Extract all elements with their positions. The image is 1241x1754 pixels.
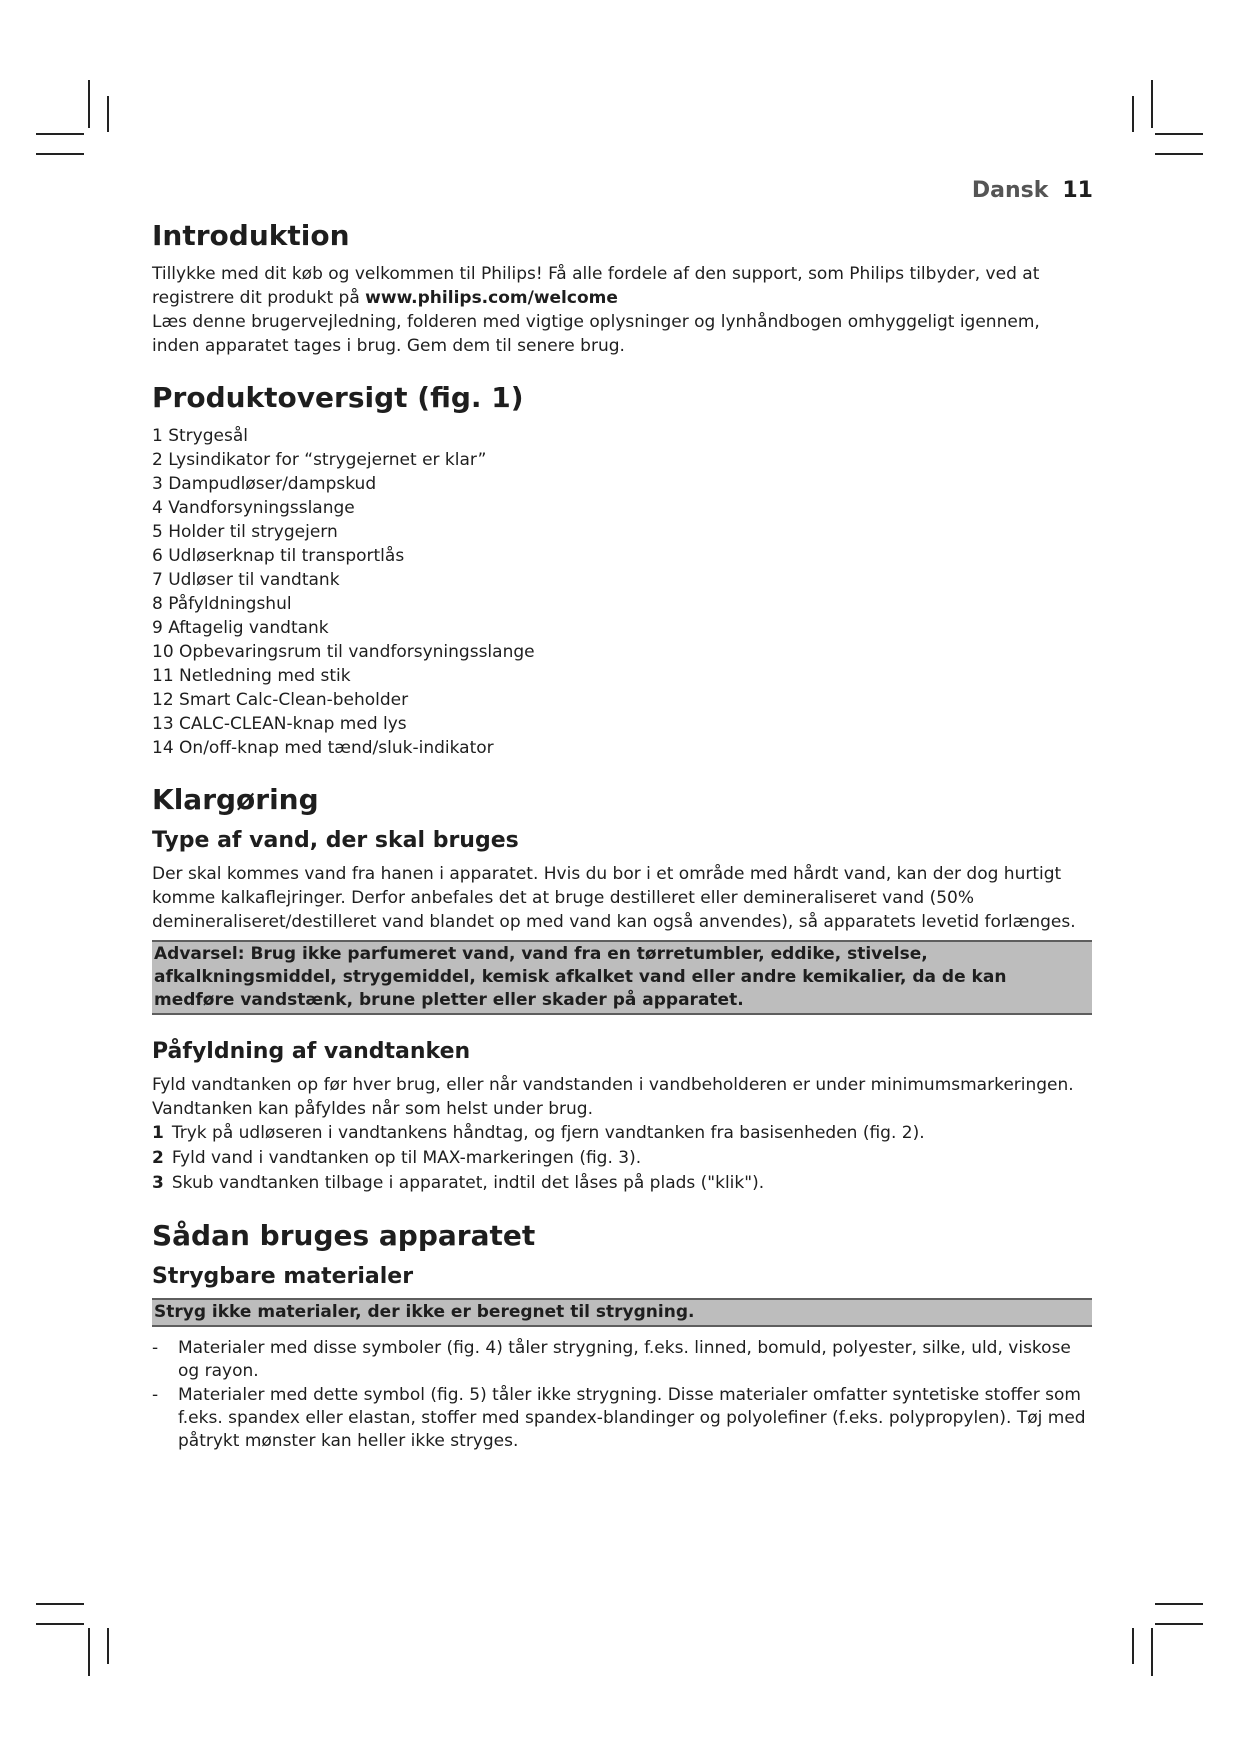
- crop-mark: [1155, 1603, 1203, 1605]
- list-item: 1 Strygesål: [152, 426, 248, 446]
- step-number: 3: [152, 1173, 164, 1193]
- crop-mark: [1132, 96, 1134, 132]
- heading-preparation: Klargøring: [152, 783, 319, 816]
- list-item: 5 Holder til strygejern: [152, 522, 338, 542]
- step-item: [152, 1146, 1092, 1171]
- document-body: [152, 218, 1092, 1475]
- subheading-water-type: Type af vand, der skal bruges: [152, 828, 519, 853]
- list-item: 8 Påfyldningshul: [152, 594, 292, 614]
- crop-mark: [107, 96, 109, 132]
- list-item: 6 Udløserknap til transportlås: [152, 546, 405, 566]
- section-usage: [152, 1218, 1092, 1453]
- bullet-item: [152, 1384, 1092, 1453]
- step-text: Tryk på udløseren i vandtankens håndtag, og fjern vandtanken fra basisenheden (fig. 2).: [171, 1123, 925, 1143]
- materials-list: [152, 1337, 1092, 1453]
- heading-intro: Introduktion: [152, 219, 350, 252]
- crop-mark: [107, 1628, 109, 1664]
- section-overview: [152, 380, 1092, 760]
- language-label: Dansk: [971, 178, 1049, 203]
- section-intro: [152, 218, 1092, 358]
- step-number: 2: [152, 1148, 164, 1168]
- step-text: Skub vandtanken tilbage i apparatet, indtil det låses på plads ("klik").: [171, 1173, 765, 1193]
- crop-mark: [36, 1623, 84, 1625]
- list-item: 10 Opbevaringsrum til vandforsyningsslange: [152, 642, 535, 662]
- crop-mark: [1151, 1628, 1153, 1676]
- section-preparation: [152, 782, 1092, 1196]
- subheading-fill-tank: Påfyldning af vandtanken: [152, 1039, 471, 1064]
- crop-mark: [88, 1628, 90, 1676]
- crop-mark: [1155, 133, 1203, 135]
- product-parts-list: [152, 424, 1092, 760]
- bullet-item: [152, 1337, 1092, 1383]
- bullet-text: Materialer med disse symboler (fig. 4) tåler strygning, f.eks. linned, bomuld, polyester, silke, uld, viskose og rayon.: [178, 1338, 1071, 1381]
- crop-mark: [36, 133, 84, 135]
- bullet-dash: -: [152, 1338, 159, 1358]
- intro-text: Tillykke med dit køb og velkommen til Philips! Få alle fordele af den support, som Philips tilbyder, ved at registrere dit produkt på: [152, 264, 1040, 308]
- step-number: 1: [152, 1123, 164, 1143]
- list-item: 12 Smart Calc-Clean-beholder: [152, 690, 409, 710]
- philips-welcome-link[interactable]: www.philips.com/welcome: [365, 288, 618, 308]
- fill-steps: [152, 1121, 1092, 1196]
- list-item: 3 Dampudløser/dampskud: [152, 474, 377, 494]
- heading-overview: Produktoversigt (fig. 1): [152, 381, 524, 414]
- list-item: 4 Vandforsyningsslange: [152, 498, 355, 518]
- list-item: 7 Udløser til vandtank: [152, 570, 340, 590]
- crop-mark: [36, 153, 84, 155]
- crop-mark: [36, 1603, 84, 1605]
- heading-usage: Sådan bruges apparatet: [152, 1219, 536, 1252]
- page-header: [972, 178, 1093, 203]
- fill-tank-text: Fyld vandtanken op før hver brug, eller når vandstanden i vandbeholderen er under minimumsmarkeringen. Vandtanken kan påfyldes når som helst under brug.: [152, 1075, 1074, 1119]
- intro-paragraph-2: Læs denne brugervejledning, folderen med vigtige oplysninger og lynhåndbogen omhyggeligt igennem, inden apparatet tages i brug. Gem dem til senere brug.: [152, 312, 1040, 356]
- crop-mark: [1151, 80, 1153, 128]
- water-type-text: Der skal kommes vand fra hanen i apparatet. Hvis du bor i et område med hårdt vand, kan der dog hurtigt komme kalkaflejringer. Derfor anbefales det at bruge destilleret eller demineraliseret vand (50% demineraliseret/destilleret vand blandet op med vand kan også anvendes), så apparatets levetid forlænges.: [152, 864, 1076, 932]
- crop-mark: [1155, 153, 1203, 155]
- step-item: [152, 1171, 1092, 1196]
- subheading-materials: Strygbare materialer: [152, 1264, 414, 1289]
- list-item: 9 Aftagelig vandtank: [152, 618, 329, 638]
- list-item: 13 CALC-CLEAN-knap med lys: [152, 714, 407, 734]
- crop-mark: [88, 80, 90, 128]
- step-text: Fyld vand i vandtanken op til MAX-markeringen (fig. 3).: [171, 1148, 642, 1168]
- bullet-dash: -: [152, 1385, 159, 1405]
- bullet-text: Materialer med dette symbol (fig. 5) tåler ikke strygning. Disse materialer omfatter syntetiske stoffer som f.eks. spandex eller elastan, stoffer med spandex-blandinger og polyolefiner (f.eks. polypropylen). Tøj med påtrykt mønster kan heller ikke stryges.: [178, 1385, 1086, 1451]
- page-number: 11: [1062, 178, 1093, 203]
- intro-paragraph: [152, 262, 1092, 310]
- warning-box: Advarsel: Brug ikke parfumeret vand, vand fra en tørretumbler, eddike, stivelse, afkalkningsmiddel, strygemiddel, kemisk afkalket vand eller andre kemikalier, da de kan medføre vandstænk, brune pletter eller skader på apparatet.: [152, 940, 1092, 1015]
- list-item: 11 Netledning med stik: [152, 666, 351, 686]
- step-item: [152, 1121, 1092, 1146]
- list-item: 14 On/off-knap med tænd/sluk-indikator: [152, 738, 494, 758]
- crop-mark: [1155, 1623, 1203, 1625]
- warning-box: Stryg ikke materialer, der ikke er beregnet til strygning.: [152, 1298, 1092, 1327]
- crop-mark: [1132, 1628, 1134, 1664]
- list-item: 2 Lysindikator for “strygejernet er klar”: [152, 450, 487, 470]
